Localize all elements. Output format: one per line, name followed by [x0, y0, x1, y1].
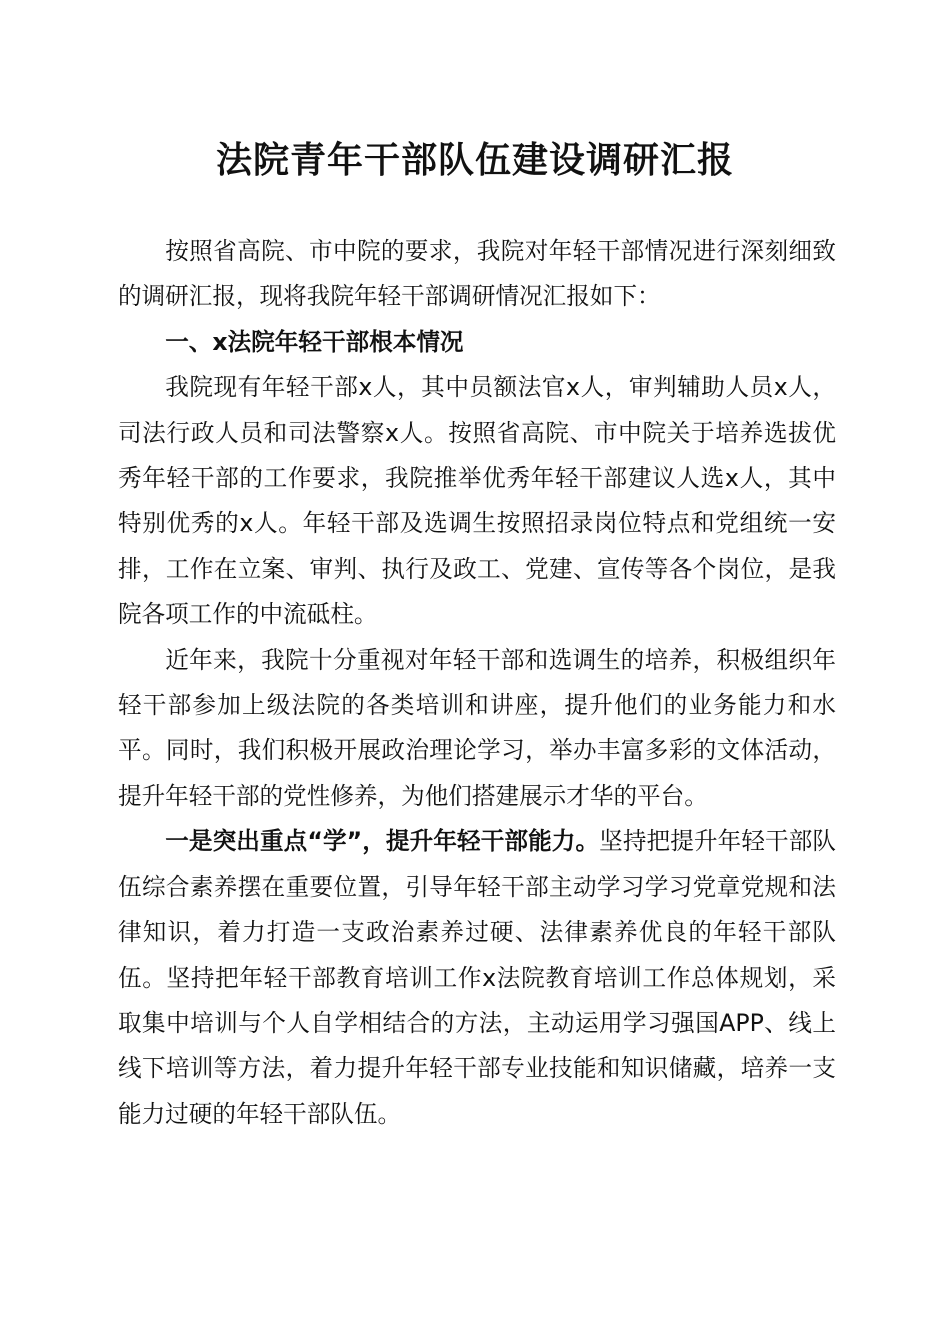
paragraph-study-focus — [118, 819, 836, 1137]
section-heading: 一、x法院年轻干部根本情况 — [165, 327, 464, 356]
paragraph-body-text: 坚持把提升年轻干部队伍综合素养摆在重要位置，引导年轻干部主动学习学习党章党规和法律知识，着力打造一支政治素养过硬、法律素养优良的年轻干部队伍。坚持把年轻干部教育培训工作x法院教育培训工作总体规划，采取集中培训与个人自学相结合的方法，主动运用学习强国APP、线上线下培训等方法，着力提升年轻干部专业技能和知识储藏，培养一支能力过硬的年轻干部队伍。 — [118, 827, 836, 1128]
paragraph-training: 近年来，我院十分重视对年轻干部和选调生的培养，积极组织年轻干部参加上级法院的各类培训和讲座，提升他们的业务能力和水平。同时，我们积极开展政治理论学习，举办丰富多彩的文体活动，提升年轻干部的党性修养，为他们搭建展示才华的平台。 — [118, 645, 836, 810]
document-body — [118, 229, 836, 1137]
intro-paragraph: 按照省高院、市中院的要求，我院对年轻干部情况进行深刻细致的调研汇报，现将我院年轻干部调研情况汇报如下： — [118, 237, 836, 311]
paragraph-lead: 一是突出重点“学”，提升年轻干部能力。 — [165, 827, 600, 856]
document-title: 法院青年干部队伍建设调研汇报 — [215, 139, 734, 181]
paragraph-staff-overview: 我院现有年轻干部x人，其中员额法官x人，审判辅助人员x人，司法行政人员和司法警察x人。按照省高院、市中院关于培养选拔优秀年轻干部的工作要求，我院推举优秀年轻干部建议人选x人，其中特别优秀的x人。年轻干部及选调生按照招录岗位特点和党组统一安排，工作在立案、审判、执行及政工、党建、宣传等各个岗位，是我院各项工作的中流砥柱。 — [118, 373, 836, 629]
